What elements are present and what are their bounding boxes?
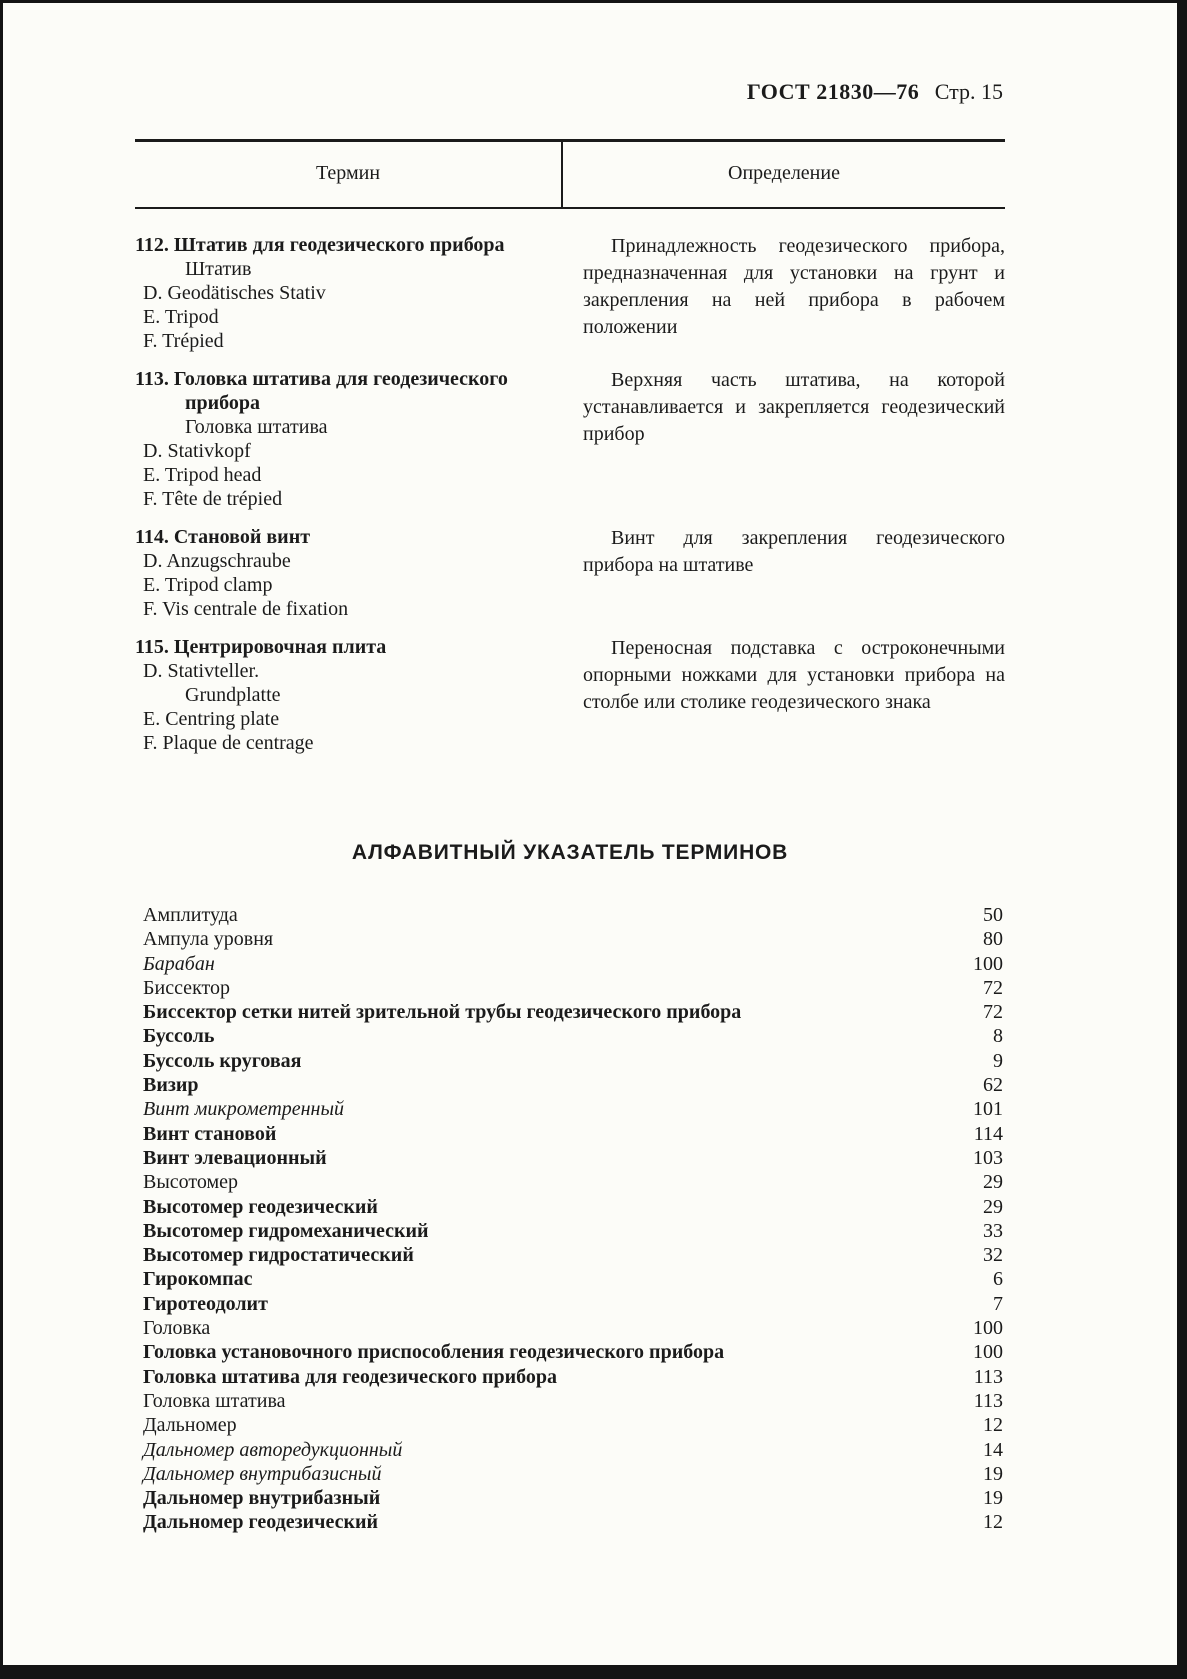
term-number: 112. [135, 234, 169, 256]
definition-cell [583, 525, 1005, 621]
index-term: Амплитуда [143, 904, 238, 926]
index-row [143, 1267, 1003, 1291]
index-term-number: 6 [993, 1268, 1003, 1291]
index-row [143, 1486, 1003, 1510]
index-row [143, 1340, 1003, 1364]
index-term: Барабан [143, 952, 215, 975]
term-translation: D. Geodätisches Stativ [143, 282, 326, 304]
page-number: Стр. 15 [934, 79, 1003, 104]
definition-cell [583, 233, 1005, 353]
table-row [135, 635, 1005, 755]
term-translation: F. Tête de trépied [143, 488, 283, 510]
index-row [143, 1170, 1003, 1194]
term-translation: E. Tripod [143, 306, 219, 328]
index-term-number: 29 [983, 1171, 1003, 1194]
index-term-number: 72 [983, 976, 1003, 999]
index-term-number: 14 [983, 1438, 1003, 1461]
index-term-number: 113 [973, 1365, 1003, 1388]
term-translation: D. Stativkopf [143, 440, 251, 462]
index-term: Буссоль [143, 1025, 215, 1048]
term-translation: F. Vis centrale de fixation [143, 598, 349, 620]
term-translation: D. Anzugschraube [143, 550, 291, 572]
index-section-title: АЛФАВИТНЫЙ УКАЗАТЕЛЬ ТЕРМИНОВ [351, 841, 789, 864]
terms-table [135, 139, 1005, 755]
term-title [135, 367, 549, 415]
index-term: Визир [143, 1074, 199, 1097]
index-term-number: 50 [983, 904, 1003, 926]
term-cell [135, 525, 583, 621]
index-row [143, 1389, 1003, 1413]
index-term: Высотомер геодезический [143, 1195, 378, 1218]
index-term-number: 19 [983, 1462, 1003, 1485]
term-translation: F. Plaque de centrage [143, 732, 314, 754]
definition-text: Верхняя часть штатива, на которой устанавливается и закрепляется геодезический прибор [583, 369, 1005, 445]
index-term: Винт становой [143, 1122, 277, 1145]
index-row [143, 1195, 1003, 1219]
index-term: Головка [143, 1317, 211, 1340]
index-term: Гирокомпас [143, 1268, 253, 1291]
index-row [143, 1510, 1003, 1534]
term-name: Центрировочная плита [173, 636, 387, 658]
term-number: 115. [135, 636, 169, 658]
term-title [135, 635, 549, 659]
column-header-term: Термин [135, 142, 563, 207]
index-term-number: 101 [973, 1098, 1003, 1121]
index-term-number: 32 [983, 1244, 1003, 1267]
index-term-number: 9 [993, 1049, 1003, 1072]
table-header-row [135, 142, 1005, 209]
term-synonym: Головка штатива [185, 416, 328, 438]
term-translation: E. Centring plate [143, 708, 280, 730]
index-term-number: 100 [973, 1341, 1003, 1364]
index-term: Головка установочного приспособления геодезического прибора [143, 1341, 725, 1364]
definition-text: Переносная подставка с остроконечными опорными ножками для установки прибора на столбе или столике геодезического знака [583, 637, 1005, 713]
term-number: 113. [135, 368, 169, 390]
index-term: Дальномер внутрибазисный [143, 1462, 382, 1485]
index-row [143, 1049, 1003, 1073]
term-name: Становой винт [173, 526, 311, 548]
term-number: 114. [135, 526, 169, 548]
index-term: Винт микрометренный [143, 1098, 345, 1121]
table-row [135, 525, 1005, 621]
index-row [143, 1438, 1003, 1462]
index-term-number: 62 [983, 1074, 1003, 1097]
index-term-number: 100 [973, 952, 1003, 975]
index-term: Головка штатива [143, 1389, 286, 1412]
term-translation-continuation: Grundplatte [185, 684, 281, 706]
index-row [143, 1462, 1003, 1486]
index-term-number: 7 [993, 1292, 1003, 1315]
term-title [135, 525, 549, 549]
index-term: Биссектор [143, 976, 230, 999]
index-term-number: 12 [983, 1414, 1003, 1437]
index-row [143, 1316, 1003, 1340]
term-synonym: Штатив [185, 258, 252, 280]
definition-text: Принадлежность геодезического прибора, предназначенная для установки на грунт и закрепления на ней прибора в рабочем положении [583, 235, 1005, 338]
index-term-number: 8 [993, 1025, 1003, 1048]
index-term: Дальномер геодезический [143, 1511, 379, 1534]
index-row [143, 1365, 1003, 1389]
index-term-number: 113 [973, 1389, 1003, 1412]
index-term-number: 12 [983, 1511, 1003, 1534]
index-row [143, 927, 1003, 951]
term-translation: E. Tripod head [143, 464, 262, 486]
column-header-definition: Определение [728, 162, 840, 184]
index-row [143, 1097, 1003, 1121]
index-row [143, 1000, 1003, 1024]
alphabetical-index [143, 903, 1003, 1535]
index-term-number: 103 [973, 1146, 1003, 1169]
index-row [143, 976, 1003, 1000]
index-term: Буссоль круговая [143, 1049, 302, 1072]
index-row [143, 1024, 1003, 1048]
index-term: Ампула уровня [143, 928, 274, 951]
index-term: Высотомер гидромеханический [143, 1219, 429, 1242]
definition-cell [583, 367, 1005, 511]
term-cell [135, 367, 583, 511]
definition-cell [583, 635, 1005, 755]
term-name: Штатив для геодезического прибора [173, 234, 505, 256]
term-cell [135, 233, 583, 353]
index-row [143, 1219, 1003, 1243]
index-row [143, 1243, 1003, 1267]
term-cell [135, 635, 583, 755]
index-row [143, 1122, 1003, 1146]
page-header [3, 79, 1003, 105]
index-term-number: 29 [983, 1195, 1003, 1218]
index-term: Дальномер внутрибазный [143, 1487, 381, 1510]
index-term: Дальномер авторедукционный [143, 1438, 403, 1461]
index-term-number: 33 [983, 1219, 1003, 1242]
index-term: Высотомер [143, 1171, 239, 1194]
index-row [143, 1413, 1003, 1437]
index-term: Биссектор сетки нитей зрительной трубы геодезического прибора [143, 1001, 742, 1024]
term-title [135, 233, 549, 257]
definition-text: Винт для закрепления геодезического прибора на штативе [583, 527, 1005, 576]
index-term-number: 80 [983, 928, 1003, 951]
index-term-number: 100 [973, 1317, 1003, 1340]
index-term: Винт элевационный [143, 1146, 327, 1169]
term-translation: D. Stativteller. [143, 660, 260, 682]
term-translation: F. Trépied [143, 330, 224, 352]
index-term-number: 114 [973, 1122, 1003, 1145]
index-term: Головка штатива для геодезического прибора [143, 1365, 558, 1388]
index-row [143, 1292, 1003, 1316]
term-name: Головка штатива для геодезического прибора [173, 368, 508, 414]
term-translation: E. Tripod clamp [143, 574, 273, 596]
index-row [143, 1146, 1003, 1170]
index-row [143, 952, 1003, 976]
index-row [143, 903, 1003, 927]
index-term-number: 19 [983, 1487, 1003, 1510]
table-row [135, 233, 1005, 353]
index-term-number: 72 [983, 1001, 1003, 1024]
table-row [135, 367, 1005, 511]
table-body [135, 209, 1005, 755]
index-term: Высотомер гидростатический [143, 1244, 414, 1267]
index-term: Гиротеодолит [143, 1292, 268, 1315]
index-term: Дальномер [143, 1414, 237, 1437]
standard-number: ГОСТ 21830—76 [746, 79, 920, 104]
index-row [143, 1073, 1003, 1097]
